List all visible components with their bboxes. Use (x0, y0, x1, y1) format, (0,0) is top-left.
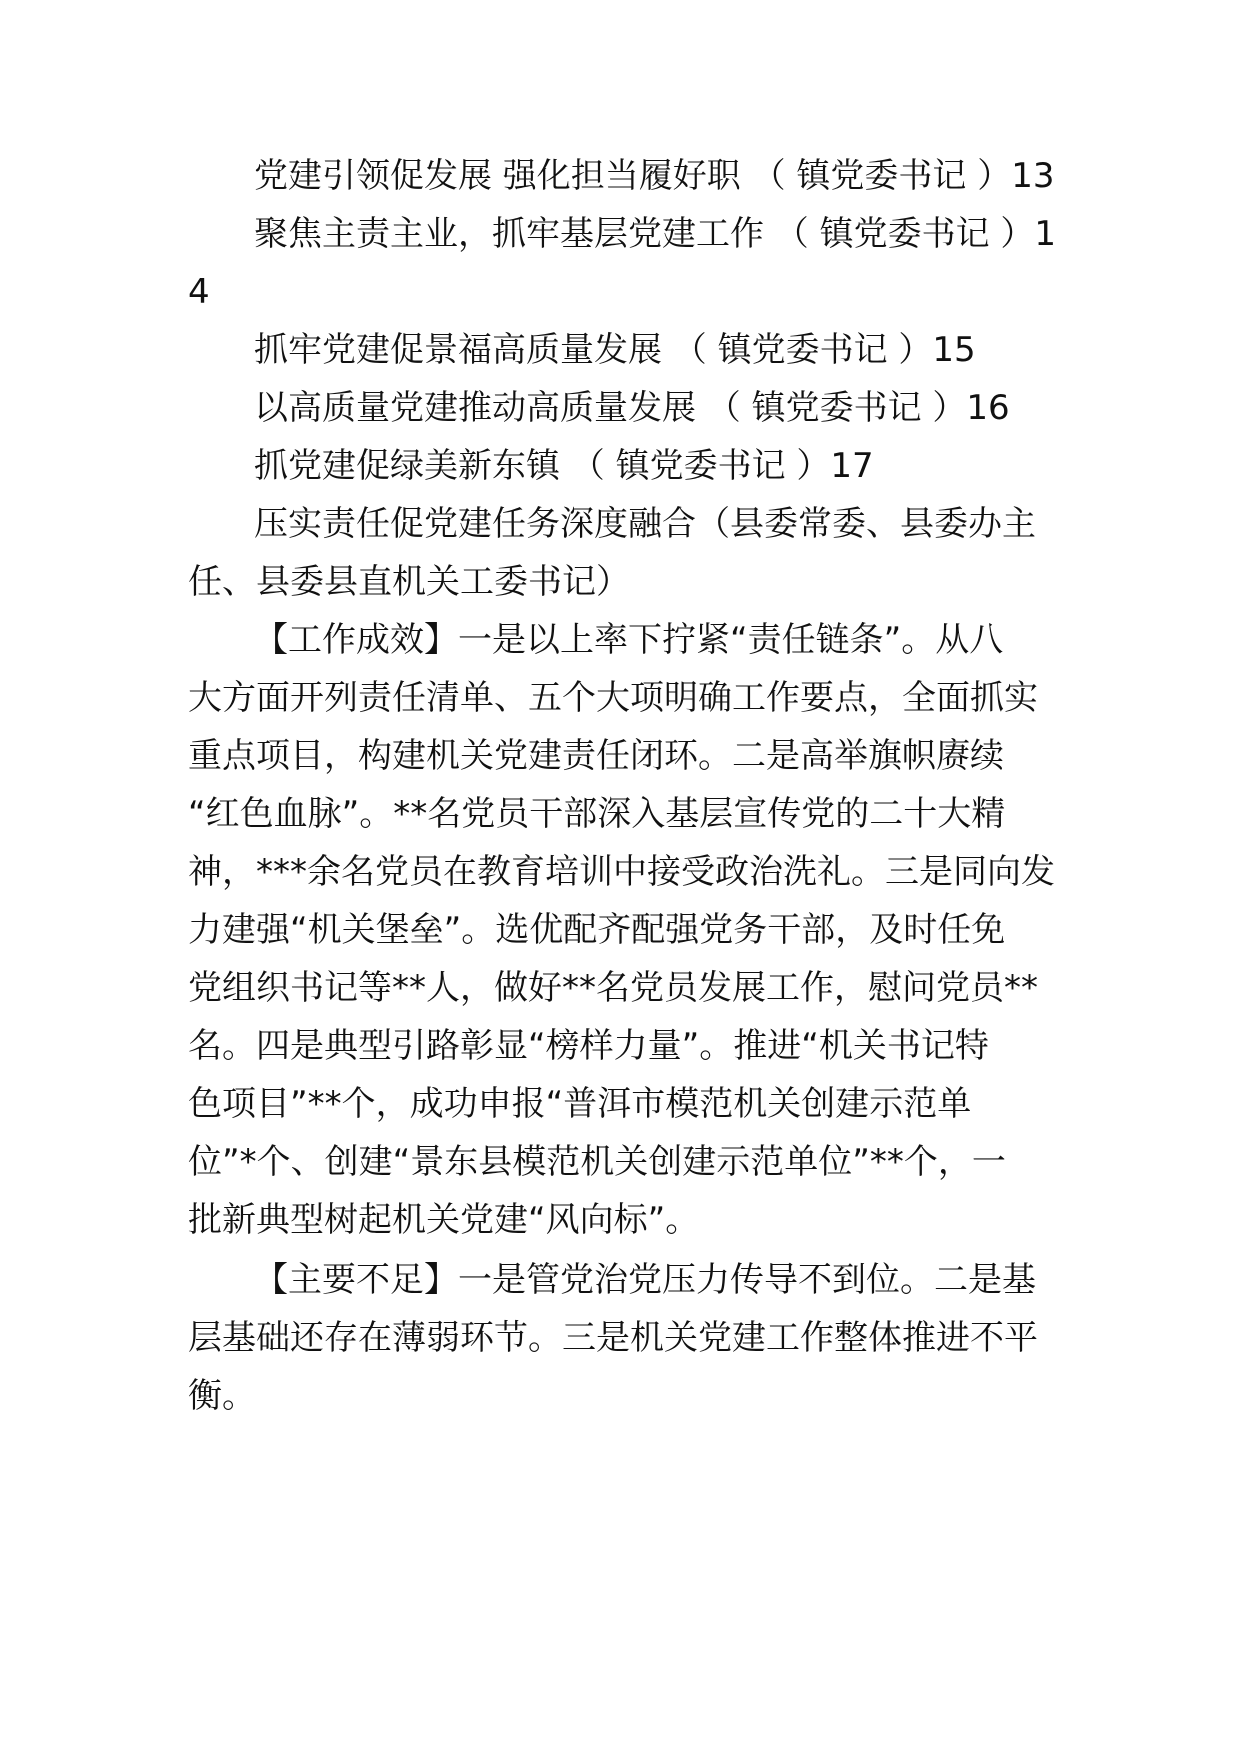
toc-entry: 抓牢党建促景福高质量发展 （ 镇党委书记 ）15 (254, 330, 976, 370)
achievements-paragraph-line: 重点项目，构建机关党建责任闭环。二是高举旗帜赓续 (188, 736, 1004, 776)
achievements-paragraph-line: 色项目”**个，成功申报“普洱市模范机关创建示范单 (188, 1084, 972, 1124)
achievements-paragraph-line: 力建强“机关堡垒”。选优配齐配强党务干部，及时任免 (188, 910, 1006, 950)
achievements-paragraph-line: 神，***余名党员在教育培训中接受政治洗礼。三是同向发 (188, 852, 1055, 892)
shortcomings-paragraph-line: 层基础还存在薄弱环节。三是机关党建工作整体推进不平 (188, 1318, 1038, 1358)
shortcomings-paragraph-line: 衡。 (188, 1376, 256, 1416)
achievements-paragraph-line: “红色血脉”。**名党员干部深入基层宣传党的二十大精 (188, 794, 1006, 834)
achievements-paragraph-line: 党组织书记等**人，做好**名党员发展工作，慰问党员** (188, 968, 1038, 1008)
achievements-paragraph-line: 【工作成效】一是以上率下拧紧“责任链条”。从八 (254, 620, 1004, 660)
shortcomings-paragraph-line: 【主要不足】一是管党治党压力传导不到位。二是基 (254, 1260, 1036, 1300)
toc-entry-wrap: 4 (188, 272, 210, 312)
achievements-paragraph-line: 大方面开列责任清单、五个大项明确工作要点，全面抓实 (188, 678, 1038, 718)
section-title: 任、县委县直机关工委书记） (188, 562, 630, 602)
achievements-paragraph-line: 批新典型树起机关党建“风向标”。 (188, 1200, 700, 1240)
toc-entry: 党建引领促发展 强化担当履好职 （ 镇党委书记 ）13 (254, 156, 1055, 196)
section-title: 压实责任促党建任务深度融合（县委常委、县委办主 (254, 504, 1036, 544)
toc-entry: 聚焦主责主业，抓牢基层党建工作 （ 镇党委书记 ）1 (254, 214, 1057, 254)
toc-entry: 以高质量党建推动高质量发展 （ 镇党委书记 ）16 (254, 388, 1010, 428)
achievements-paragraph-line: 位”*个、创建“景东县模范机关创建示范单位”**个，一 (188, 1142, 1006, 1182)
achievements-paragraph-line: 名。四是典型引路彰显“榜样力量”。推进“机关书记特 (188, 1026, 989, 1066)
toc-entry: 抓党建促绿美新东镇 （ 镇党委书记 ）17 (254, 446, 874, 486)
